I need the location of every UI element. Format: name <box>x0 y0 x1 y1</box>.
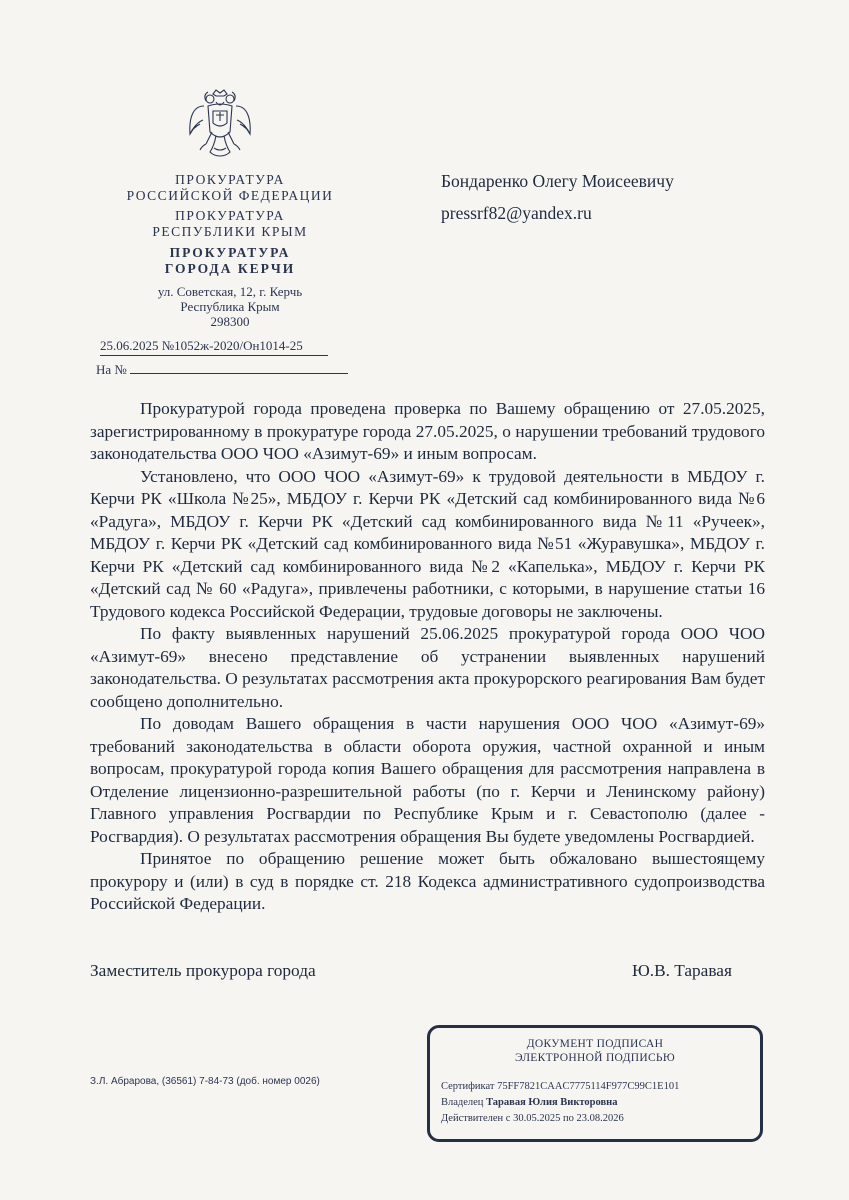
header-line-2: РОССИЙСКОЙ ФЕДЕРАЦИИ <box>126 188 334 203</box>
body-paragraph: Принятое по обращению решение может быть обжаловано вышестоящему прокурору и (или) в суд в порядке ст. 218 Кодекса административного судопроизводства Российской Федерации. <box>90 849 765 913</box>
header-address-3: 298300 <box>210 314 250 329</box>
stamp-validity-value: с 30.05.2025 по 23.08.2026 <box>505 1113 624 1124</box>
header-line-4: РЕСПУБЛИКИ КРЫМ <box>152 224 308 239</box>
stamp-owner <box>441 1097 617 1108</box>
stamp-owner-value: Таравая Юлия Викторовна <box>486 1097 618 1108</box>
reference-number-blank <box>130 361 348 374</box>
reference-number-label: На № <box>96 362 127 377</box>
recipient-name: Бондаренко Олегу Моисеевичу <box>441 171 674 191</box>
body-paragraph: Прокуратурой города проведена проверка по Вашему обращению от 27.05.2025, зарегистрированному в прокуратуре города 27.05.2025, о нарушении требований трудового законодательства ООО ЧОО «Азимут-69» и иным вопросам. <box>90 399 765 463</box>
stamp-title-2: ЭЛЕКТРОННОЙ ПОДПИСЬЮ <box>515 1052 675 1064</box>
executor-contact: З.Л. Абрарова, (36561) 7-84-73 (доб. номер 0026) <box>90 1076 320 1087</box>
header-address-2: Республика Крым <box>180 299 280 314</box>
header-line-6: ГОРОДА КЕРЧИ <box>164 261 296 276</box>
reference-number-line <box>96 361 348 378</box>
stamp-owner-label: Владелец <box>441 1097 484 1108</box>
signatory-title: Заместитель прокурора города <box>90 961 316 980</box>
recipient-email: pressrf82@yandex.ru <box>441 203 592 223</box>
coat-of-arms-icon <box>186 86 254 160</box>
stamp-title-1: ДОКУМЕНТ ПОДПИСАН <box>526 1038 664 1050</box>
stamp-certificate <box>441 1081 679 1092</box>
body-paragraph: По доводам Вашего обращения в части нарушения ООО ЧОО «Азимут-69» требований законодательства в области оборота оружия, частной охранной и иным вопросам, прокуратурой города копия Вашего обращения для рассмотрения направлена в Отделение лицензионно-разрешительной работы (по г. Керчи и Ленинскому району) Главного управления Росгвардии по Республике Крым и г. Севастополю (далее - Росгвардия). О результатах рассмотрения обращения Вы будете уведомлены Росгвардией. <box>90 714 765 846</box>
stamp-certificate-label: Сертификат <box>441 1081 495 1092</box>
electronic-signature-stamp <box>427 1025 763 1142</box>
header-line-5: ПРОКУРАТУРА <box>169 245 291 260</box>
header-line-1: ПРОКУРАТУРА <box>175 172 285 187</box>
stamp-validity <box>441 1113 624 1124</box>
signatory-name: Ю.В. Таравая <box>632 961 732 980</box>
header-line-3: ПРОКУРАТУРА <box>175 208 285 223</box>
body-paragraph: По факту выявленных нарушений 25.06.2025 прокуратурой города ООО ЧОО «Азимут-69» внесено представление об устранении выявленных нарушений законодательства. О результатах рассмотрения акта прокурорского реагирования Вам будет сообщено дополнительно. <box>90 624 765 711</box>
stamp-certificate-value: 75FF7821CAAC7775114F977C99C1E101 <box>497 1081 680 1092</box>
header-address-1: ул. Советская, 12, г. Керчь <box>157 284 303 299</box>
body-paragraph: Установлено, что ООО ЧОО «Азимут-69» к трудовой деятельности в МБДОУ г. Керчи РК «Школа №25», МБДОУ г. Керчи РК «Детский сад комбинированного вида №6 «Радуга», МБДОУ г. Керчи РК «Детский сад комбинированного вида №11 «Ручеек», МБДОУ г. Керчи РК «Детский сад комбинированного вида №51 «Журавушка», МБДОУ г. Керчи РК «Детский сад комбинированного вида №2 «Капелька», МБДОУ г. Керчи РК «Детский сад № 60 «Радуга», привлечены работники, с которыми, в нарушение статьи 16 Трудового кодекса Российской Федерации, трудовые договоры не заключены. <box>90 466 765 621</box>
registration-date-number: 25.06.2025 №1052ж-2020/Он1014-25 <box>100 338 328 356</box>
letter-body <box>90 398 765 916</box>
stamp-validity-label: Действителен <box>441 1113 504 1124</box>
